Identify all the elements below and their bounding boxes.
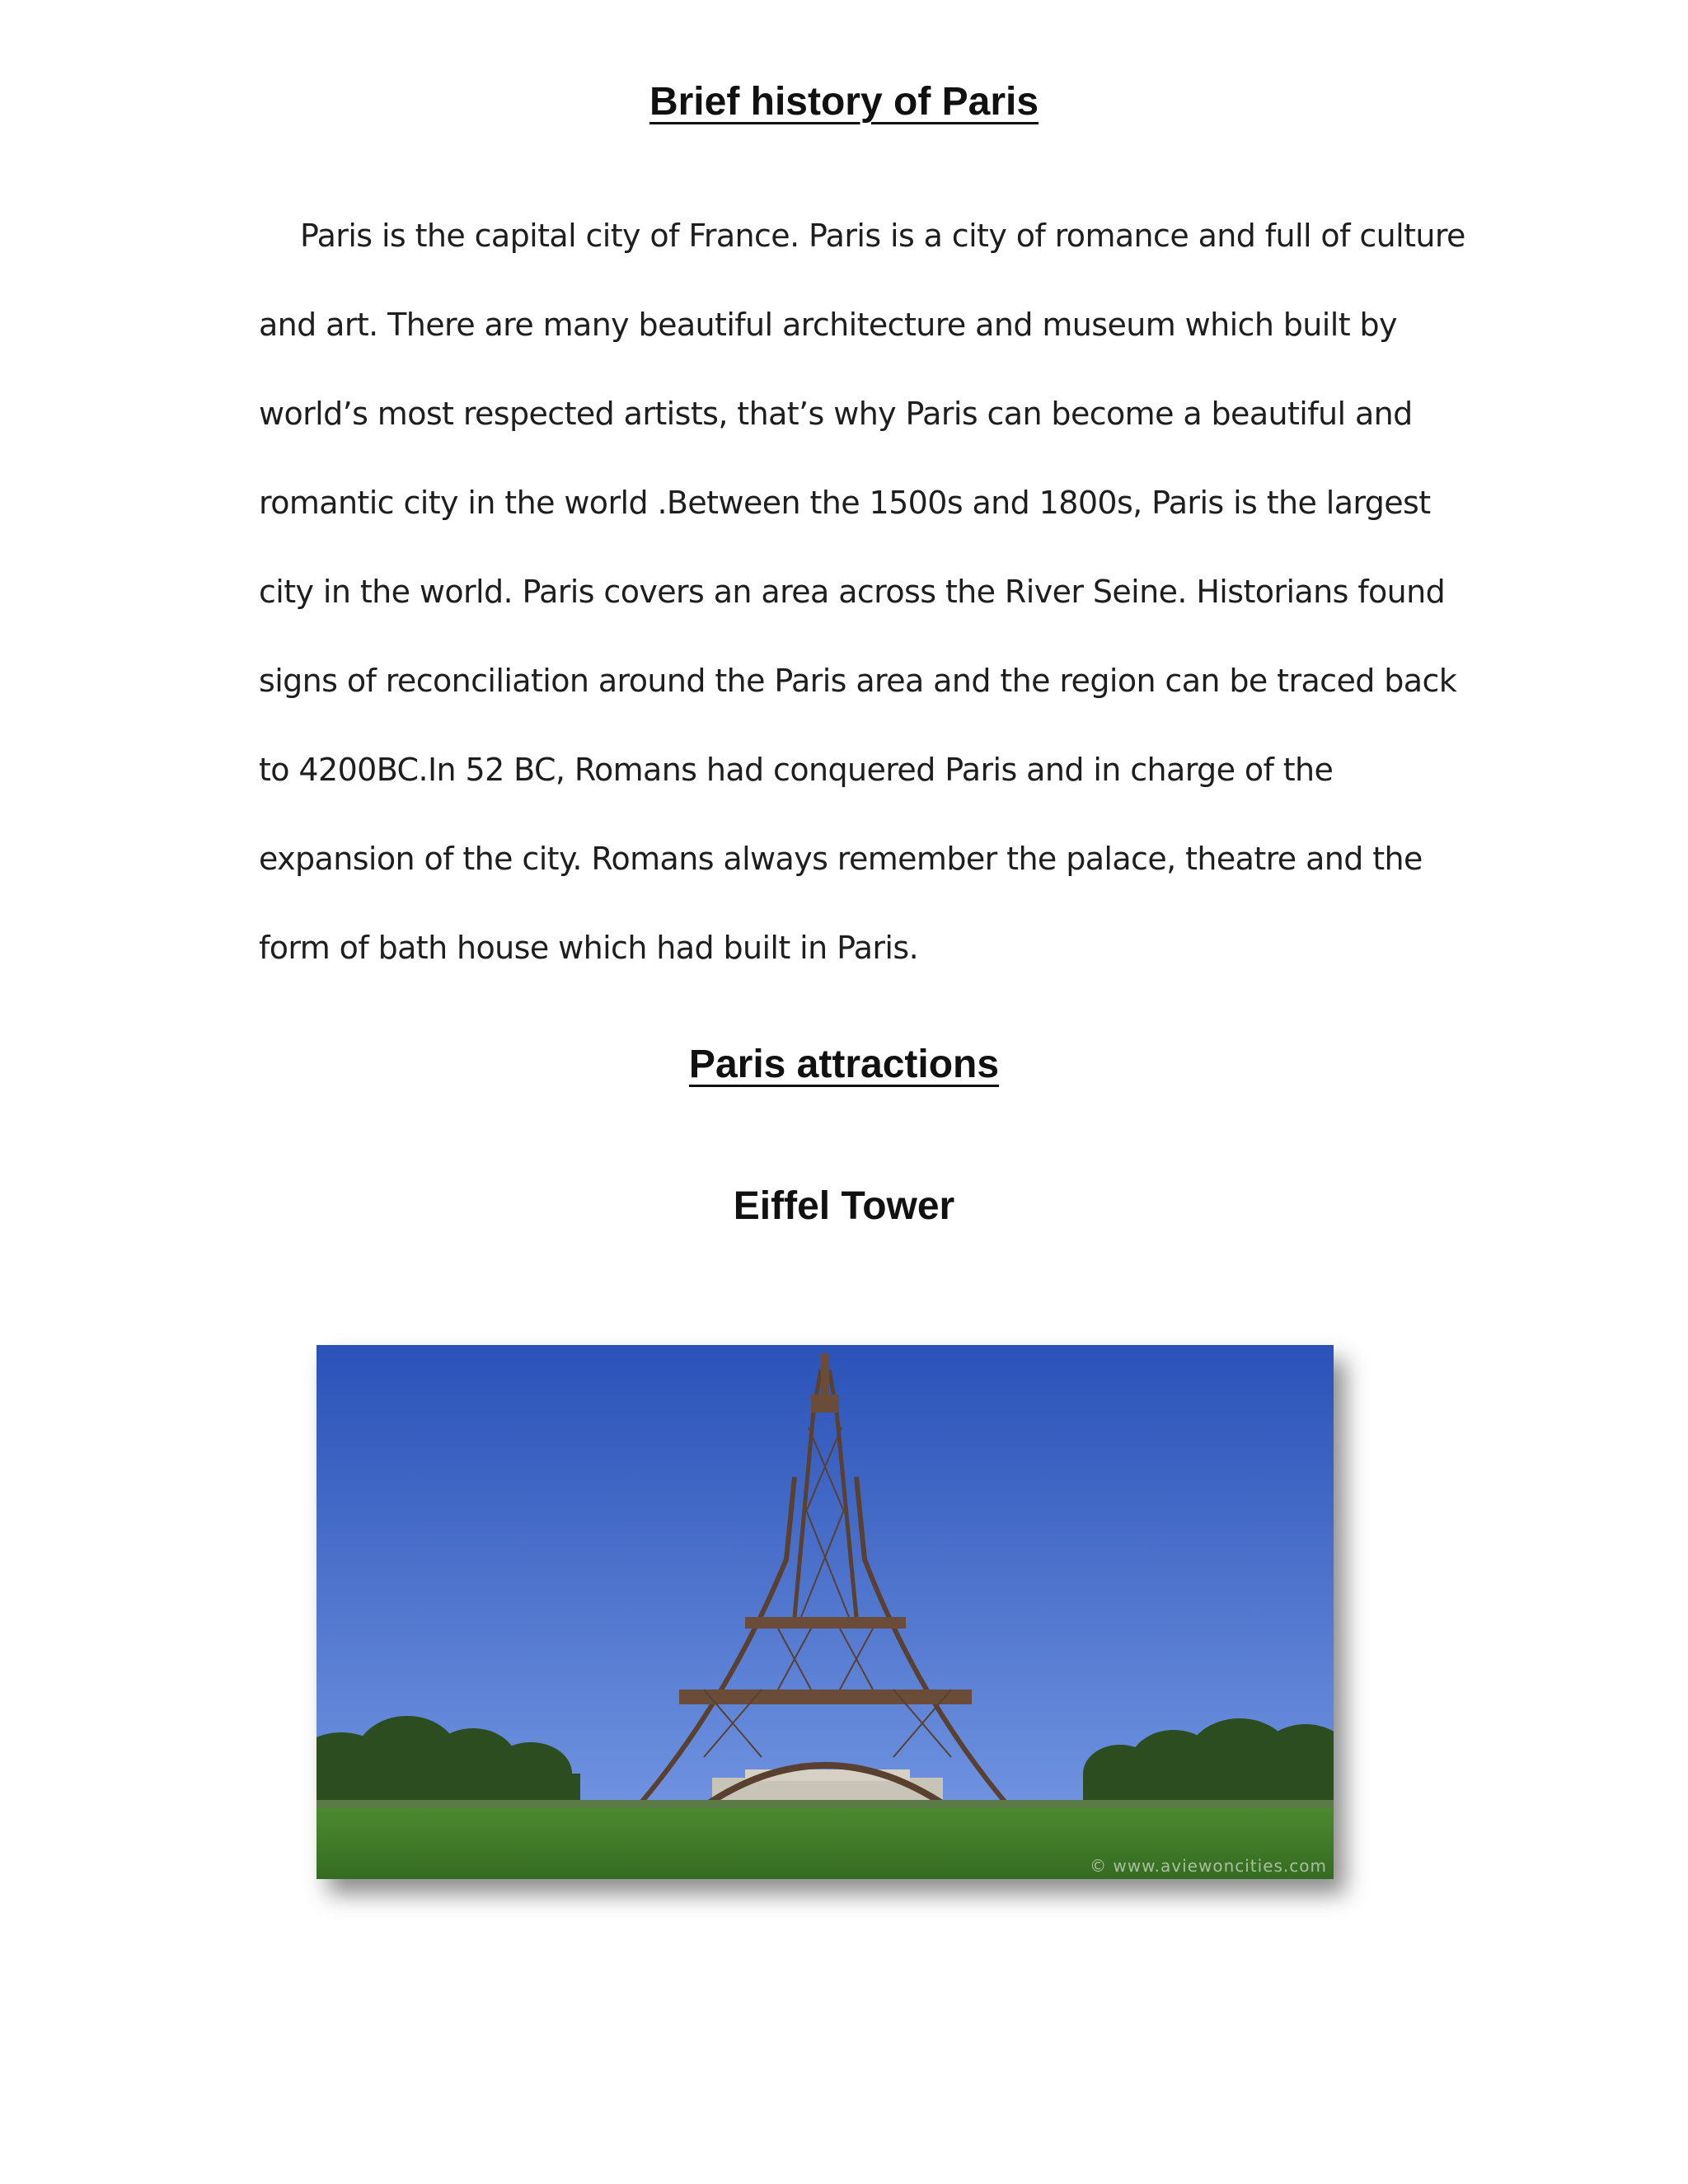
paragraph-line: and art. There are many beautiful architecture and museum which built by — [259, 307, 1397, 343]
paragraph-line: signs of reconciliation around the Paris area and the region can be traced back — [259, 663, 1457, 699]
attraction-title: Eiffel Tower — [733, 1184, 955, 1228]
paragraph-line: form of bath house which had built in Paris. — [259, 930, 919, 966]
eiffel-tower-photo — [316, 1345, 1334, 1879]
paragraph-line: Paris is the capital city of France. Paris is a city of romance and full of culture — [300, 218, 1465, 254]
paragraph-line: city in the world. Paris covers an area across the River Seine. Historians found — [259, 574, 1446, 610]
paragraph-line: romantic city in the world .Between the 1500s and 1800s, Paris is the largest — [259, 485, 1431, 521]
section-title: Paris attractions — [688, 1043, 1000, 1086]
photo-watermark: © www.aviewoncities.com — [1090, 1856, 1327, 1876]
paragraph-line: world’s most respected artists, that’s why Paris can become a beautiful and — [259, 396, 1413, 432]
paragraph-line: expansion of the city. Romans always remember the palace, theatre and the — [259, 841, 1423, 877]
paragraph-line: to 4200BC.In 52 BC, Romans had conquered Paris and in charge of the — [259, 752, 1334, 788]
history-paragraph — [259, 208, 1465, 1009]
page-title: Brief history of Paris — [649, 80, 1039, 124]
eiffel-tower-illustration — [316, 1345, 1334, 1879]
